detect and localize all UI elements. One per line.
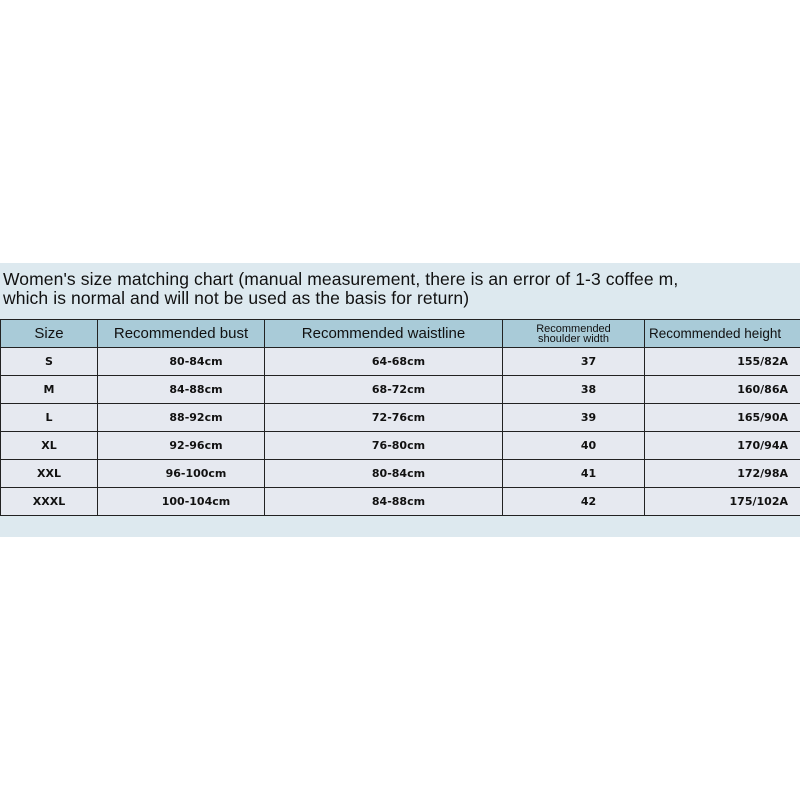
bust-cell: 92-96cm bbox=[98, 432, 265, 460]
table-header-row bbox=[1, 320, 800, 348]
size-table bbox=[0, 319, 800, 516]
size-cell: M bbox=[1, 376, 98, 404]
header-shoulder-line-1: Recommended bbox=[536, 322, 611, 335]
caption-line-1: Women's size matching chart (manual measurement, there is an error of 1-3 coffee m, bbox=[3, 270, 679, 289]
header-height: Recommended height bbox=[645, 320, 800, 348]
shoulder-cell: 37 bbox=[503, 348, 645, 376]
bust-cell: 96-100cm bbox=[98, 460, 265, 488]
shoulder-cell: 42 bbox=[503, 488, 645, 516]
waist-cell: 64-68cm bbox=[265, 348, 503, 376]
chart-caption bbox=[3, 270, 800, 308]
shoulder-cell: 40 bbox=[503, 432, 645, 460]
header-shoulder-line-2: shoulder width bbox=[538, 332, 609, 345]
shoulder-cell: 38 bbox=[503, 376, 645, 404]
bust-cell: 84-88cm bbox=[98, 376, 265, 404]
size-cell: L bbox=[1, 404, 98, 432]
header-waist: Recommended waistline bbox=[265, 320, 503, 348]
shoulder-cell: 41 bbox=[503, 460, 645, 488]
height-cell: 170/94A bbox=[645, 432, 800, 460]
waist-cell: 72-76cm bbox=[265, 404, 503, 432]
table-row bbox=[1, 376, 800, 404]
size-cell: XXXL bbox=[1, 488, 98, 516]
header-size: Size bbox=[1, 320, 98, 348]
bust-cell: 80-84cm bbox=[98, 348, 265, 376]
waist-cell: 80-84cm bbox=[265, 460, 503, 488]
table-row bbox=[1, 432, 800, 460]
table-row bbox=[1, 404, 800, 432]
height-cell: 155/82A bbox=[645, 348, 800, 376]
bust-cell: 100-104cm bbox=[98, 488, 265, 516]
table-row bbox=[1, 460, 800, 488]
shoulder-cell: 39 bbox=[503, 404, 645, 432]
height-cell: 172/98A bbox=[645, 460, 800, 488]
height-cell: 165/90A bbox=[645, 404, 800, 432]
header-bust: Recommended bust bbox=[98, 320, 265, 348]
bust-cell: 88-92cm bbox=[98, 404, 265, 432]
height-cell: 160/86A bbox=[645, 376, 800, 404]
waist-cell: 84-88cm bbox=[265, 488, 503, 516]
header-shoulder bbox=[503, 320, 645, 348]
size-cell: S bbox=[1, 348, 98, 376]
waist-cell: 68-72cm bbox=[265, 376, 503, 404]
caption-line-2: which is normal and will not be used as the basis for return) bbox=[3, 288, 470, 308]
size-cell: XL bbox=[1, 432, 98, 460]
table-row bbox=[1, 348, 800, 376]
table-row bbox=[1, 488, 800, 516]
height-cell: 175/102A bbox=[645, 488, 800, 516]
waist-cell: 76-80cm bbox=[265, 432, 503, 460]
size-cell: XXL bbox=[1, 460, 98, 488]
